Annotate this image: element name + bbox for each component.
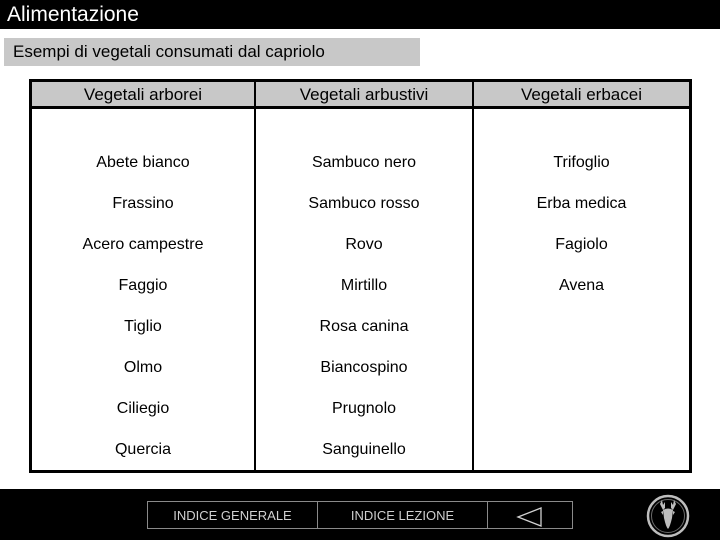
table-cell: Rosa canina [319,318,409,335]
table-cell: Acero campestre [82,236,204,253]
deer-head-logo-icon[interactable] [646,494,690,538]
table-cell: Prugnolo [331,400,397,417]
table-cell: Sambuco nero [311,154,417,171]
table-cell: Rovo [345,236,383,253]
column-arbustivi [256,109,472,470]
table-cell: Olmo [123,359,163,376]
table-cell: Ciliegio [116,400,170,417]
table-cell: Fagiolo [555,236,608,253]
page-title: Alimentazione [0,0,720,29]
column-header-arbustivi: Vegetali arbustivi [299,85,429,104]
table-header [32,82,689,109]
table-cell: Tiglio [124,318,162,335]
table-cell: Sanguinello [322,441,406,458]
triangle-left-icon [515,506,545,528]
section-subtitle: Esempi di vegetali consumati dal capriolo [4,38,420,66]
vegetation-table [29,79,692,473]
column-header-arborei: Vegetali arborei [83,85,203,104]
nav-indice-generale-button[interactable]: INDICE GENERALE [147,501,318,529]
table-cell: Mirtillo [340,277,388,294]
table-cell: Trifoglio [553,154,610,171]
back-button[interactable] [487,501,573,529]
nav-indice-lezione-button[interactable]: INDICE LEZIONE [317,501,488,529]
table-cell: Sambuco rosso [308,195,420,212]
table-cell: Frassino [112,195,174,212]
table-cell: Abete bianco [96,154,190,171]
table-cell: Biancospino [320,359,408,376]
column-arborei [32,109,254,470]
table-cell: Avena [558,277,605,294]
table-cell: Quercia [114,441,172,458]
column-erbacei [474,109,689,470]
table-cell: Erba medica [536,195,627,212]
table-cell: Faggio [118,277,168,294]
column-header-erbacei: Vegetali erbacei [521,85,642,104]
